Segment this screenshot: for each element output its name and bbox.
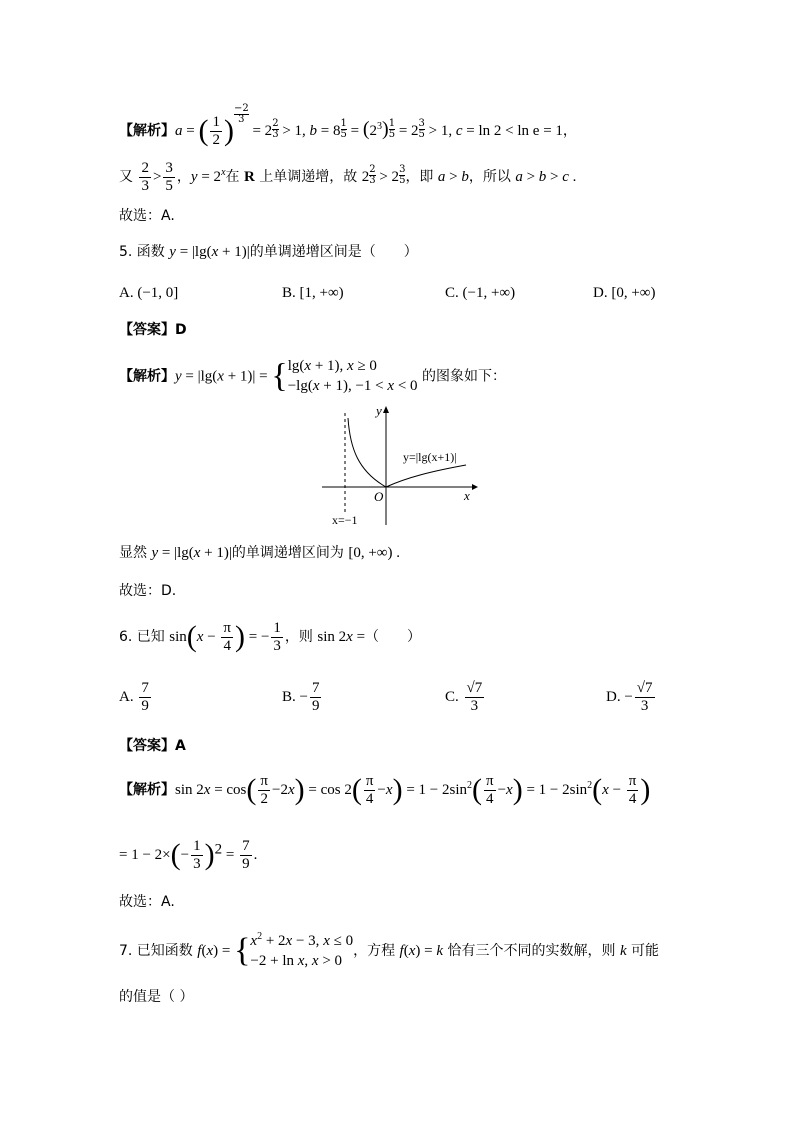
q5-answer: 【答案】D (119, 322, 187, 338)
q6-option-a: A. $\frac{7}{9}$ (119, 680, 149, 714)
q6-option-b: B. − $\frac{7}{9}$ (282, 680, 320, 714)
q5-after: 显然 y = |lg(x + 1)|的单调递增区间为 [0, +∞) . (119, 545, 400, 561)
curve-label: y=|lg(x+1)| (403, 450, 457, 464)
curve-right-branch (386, 465, 466, 487)
q5-option-d: D. [0, +∞) (593, 285, 656, 301)
q5-option-c: C. (−1, +∞) (445, 285, 516, 301)
curve-left-branch (348, 418, 386, 487)
q7-stem: 7. 已知函数 f(x) = { $x^2 + 2x - 3$, x ≤ 0 −2 + ln x, x > 0 ，方程 f(x) = k 恰有三个不同的实数解，则 k 可能 (119, 931, 660, 970)
function-graph (318, 403, 478, 528)
q6-analysis-line2: = 1 − 2×(− $\frac{1}{3}$ )$^2$ = $\frac{7}{9}$ . (119, 838, 258, 872)
q6-option-c: C. $\frac{√7}{3}$ (445, 680, 483, 714)
asymptote-label: x=−1 (332, 513, 358, 527)
sol4-formula-line: 【解析】a = ( $\frac{1}{2}$ ) $\frac{-2}{3}$ = 2 $\frac{2}{3}$ > 1, b = 8 $\frac{1}{5}$ = $(2^3)$ $\frac{1}{5}$ = 2 $\frac{3}{5}$ > 1, c = ln 2 < ln e = 1， (119, 103, 577, 148)
q6-stem: 6. 已知 sin(x − $\frac{\pi}{4}$ ) = − $\frac{1}{3}$ ，则 sin 2x =（ ） (119, 620, 422, 654)
q7-stem-continued: 的值是（ ） (119, 989, 194, 1005)
q5-analysis: 【解析】y = |lg(x + 1)| = { lg(x + 1), x ≥ 0 −lg(x + 1), −1 < x < 0 的图象如下： (119, 357, 506, 395)
q6-answer: 【答案】A (119, 738, 186, 754)
x-axis-label: x (464, 488, 470, 503)
analysis-tag: 【解析】 (119, 123, 175, 139)
q5-stem: 5. 函数 y = |lg(x + 1)|的单调递增区间是（ ） (119, 244, 418, 260)
q5-conclusion: 故选：D. (119, 583, 177, 599)
q6-option-d: D. − $\frac{√7}{3}$ (606, 680, 653, 714)
q6-analysis-line1: 【解析】sin 2x = cos( $\frac{\pi}{2}$ −2x) = cos 2( $\frac{\pi}{4}$ $-x) = 1 - 2\sin^2$( $\frac{\pi}{4}$ $-x) = 1 - 2\sin^2(x$ − $\frac{\pi}{4}$ ) (119, 773, 651, 807)
sol4-line2: 又 $\frac{2}{3}$ > $\frac{3}{5}$ ，$y = 2^x$在 R 上单调递增，故 2 $\frac{2}{3}$ > 2 $\frac{3}{5}$ ，即 a > b，所以 a > b > c . (119, 160, 577, 194)
q6-conclusion: 故选：A. (119, 894, 175, 910)
origin-label: O (374, 489, 384, 504)
y-axis-label: y (376, 403, 382, 418)
q5-option-a: A. (−1, 0] (119, 285, 179, 301)
q5-option-b: B. [1, +∞) (282, 285, 344, 301)
sol4-conclusion: 故选：A. (119, 208, 175, 224)
